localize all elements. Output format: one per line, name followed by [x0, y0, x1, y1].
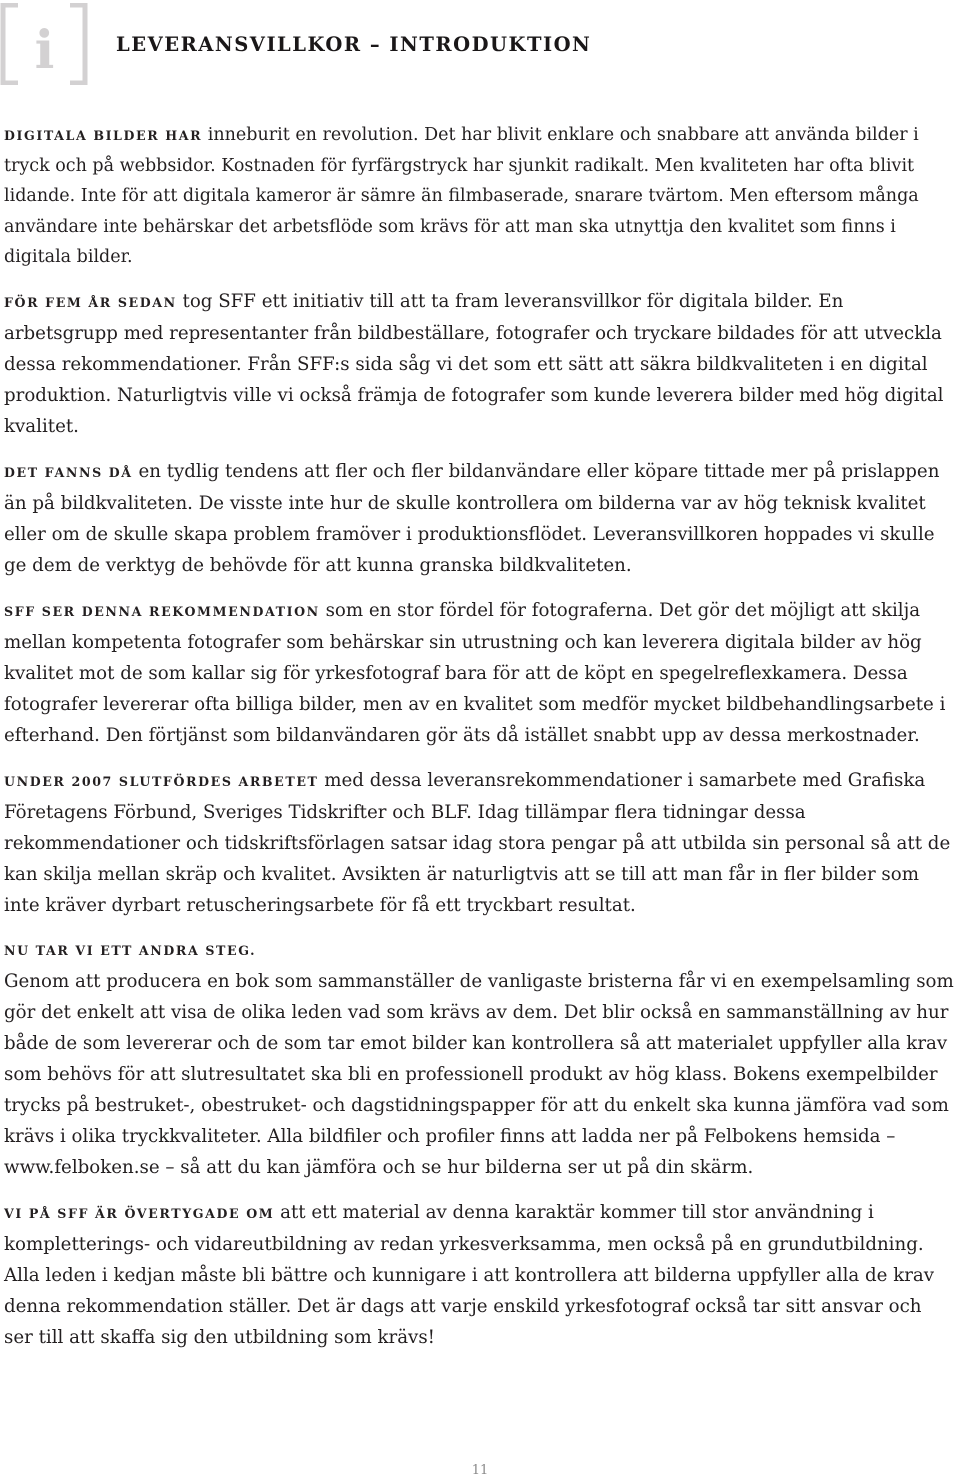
paragraph-1 — [4, 120, 956, 272]
paragraph-text: tog SFF ett initiativ till att ta fram leveransvillkor för digitala bilder. En arbetsgrupp med representanter från bildbeställare, fotografer och tryckare bildades för att utveckla dessa rekommendationer. Från SFF:s sida såg vi det som ett sätt att säkra bildkvaliteten i en digital produktion. Naturligtvis ville vi också främja de fotografer som kunde leverera bilder med hög digital kvalitet. — [4, 291, 944, 438]
paragraph-text: en tydlig tendens att fler och fler bildanvändare eller köpare tittade mer på prislappen än på bildkvaliteten. De visste inte hur de skulle kontrollera om bilderna var av hög teknisk kvalitet eller om de skulle skapa problem framöver i produktionsflödet. Leveransvillkoren hoppades vi skulle ge dem de verktyg de behövde för att kunna granska bildkvaliteten. — [4, 461, 940, 577]
paragraph-lead: DIGITALA BILDER HAR — [4, 128, 203, 143]
info-bracket-icon — [0, 3, 90, 85]
paragraph-7 — [4, 1197, 956, 1353]
paragraph-lead: DET FANNS DÅ — [4, 465, 133, 481]
paragraph-text: att ett material av denna karaktär kommer till stor användning i kompletterings- och vidareutbildning av redan yrkesverksamma, men också på en grundutbildning. Alla leden i kedjan måste bli bättre och kunnigare i att kontrollera att bilderna uppfyller alla de krav denna rekommendation ställer. Det är dags att varje enskild yrkesfotograf också tar sitt ansvar och ser till att skaffa sig den utbildning som krävs! — [4, 1202, 935, 1349]
paragraph-lead: VI PÅ SFF ÄR ÖVERTYGADE OM — [4, 1206, 275, 1222]
paragraph-text: som en stor fördel för fotograferna. Det gör det möjligt att skilja mellan kompetenta fotografer som behärskar sin utrustning och kan leverera digitala bilder av hög kvalitet mot de som kallar sig för yrkesfotograf bara för att de köpt en spegelreflexkamera. Dessa fotografer levererar ofta billiga bilder, men av en kvalitet som medför mycket bildbehandlingsarbete i efterhand. Den förtjänst som bildanvändaren gör äts då istället snabbt upp av dessa merkostnader. — [4, 600, 946, 747]
paragraph-2 — [4, 286, 956, 442]
paragraph-text: med dessa leveransrekommendationer i samarbete med Grafiska Företagens Förbund, Sveriges Tidskrifter och BLF. Idag tillämpar flera tidningar dessa rekommendationer och tidskriftsförlagen satsar idag stora pengar på att utbilda sin personal så att de kan skilja mellan skräp och kvalitet. Avsikten är naturligtvis att se till att man får in fler bilder som inte kräver dyrbart retuscheringsarbete för få ett tryckbart resultat. — [4, 770, 951, 917]
paragraph-text: inneburit en revolution. Det har blivit enklare och snabbare att använda bilder i tryck och på webbsidor. Kostnaden för fyrfärgstryck har sjunkit radikalt. Men kvaliteten har ofta blivit lidande. Inte för att digitala kameror är sämre än filmbaserade, snarare tvärtom. Men eftersom många användare inte behärskar det arbetsflöde som krävs för att man ska utnyttja den kvalitet som finns i digitala bilder. — [4, 125, 919, 267]
paragraph-lead: NU TAR VI ETT ANDRA STEG. — [4, 943, 257, 959]
paragraph-4 — [4, 595, 956, 751]
paragraph-lead: SFF SER DENNA REKOMMENDATION — [4, 604, 320, 620]
page-number: 11 — [471, 1463, 489, 1478]
paragraph-6 — [4, 935, 956, 1183]
article-body — [4, 120, 956, 1367]
paragraph-lead: FÖR FEM ÅR SEDAN — [4, 295, 177, 311]
paragraph-lead: UNDER 2007 SLUTFÖRDES ARBETET — [4, 774, 319, 790]
page-header — [0, 0, 960, 90]
info-glyph: i — [34, 20, 55, 81]
paragraph-text: Genom att producera en bok som sammanställer de vanligaste bristerna får vi en exempelsamling som gör det enkelt att visa de olika leden vad som krävs av dem. Det blir också en sammanställning av hur både de som levererar och de som tar emot bilder kan kontrollera så att materialet uppfyller alla krav som behövs för att slutresultatet ska bli en professionell produkt av hög klass. Bokens exempelbilder trycks på bestruket-, obestruket- och dagstidningspapper för att du enkelt ska kunna jämföra vad som krävs i olika tryckkvaliteter. Alla bildfiler och profiler finns att ladda ner på Felbokens hemsida – www.felboken.se – så att du kan jämföra och se hur bilderna ser ut på din skärm. — [4, 971, 954, 1179]
paragraph-5 — [4, 765, 956, 921]
paragraph-3 — [4, 456, 956, 581]
section-title: LEVERANSVILLKOR – INTRODUKTION — [116, 33, 592, 56]
